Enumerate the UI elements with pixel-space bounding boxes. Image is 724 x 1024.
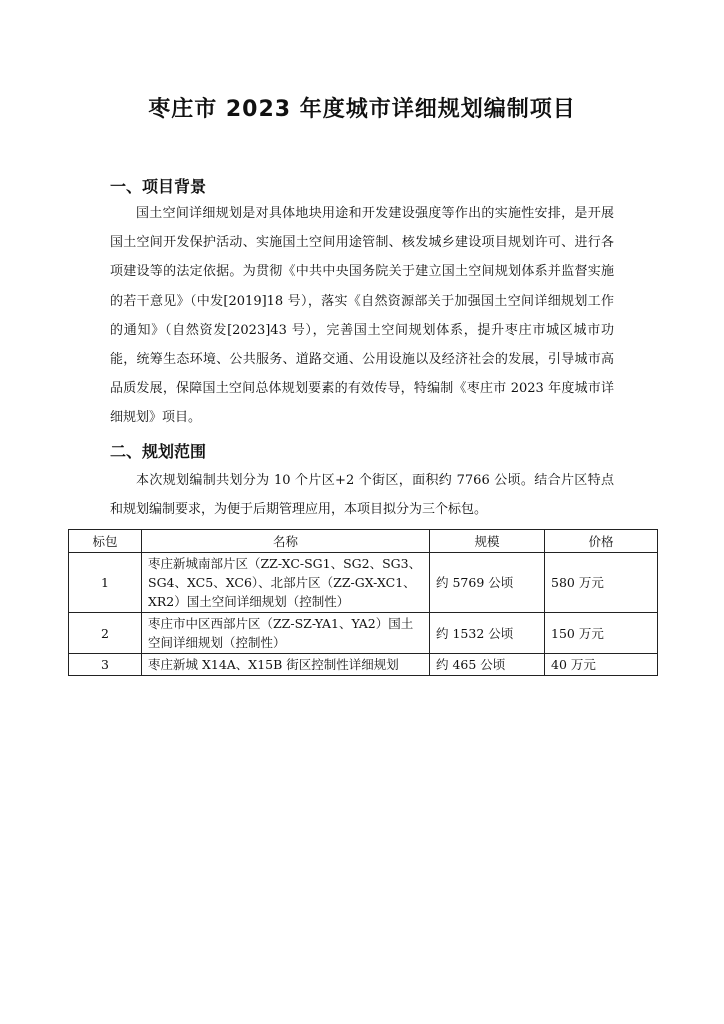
header-price: 价格 [545, 530, 658, 553]
background-paragraph: 国土空间详细规划是对具体地块用途和开发建设强度等作出的实施性安排，是开展国土空间开发保护活动、实施国土空间用途管制、核发城乡建设项目规划许可、进行各项建设等的法定依据。为贯彻《中共中央国务院关于建立国土空间规划体系并监督实施的若干意见》（中发[2019]18 号），落实《自然资源部关于加强国土空间详细规划工作的通知》（自然资发[2023]43 号），完善国土空间规划体系，提升枣庄市城区城市功能，统筹生态环境、公共服务、道路交通、公用设施以及经济社会的发展，引导城市高品质发展，保障国土空间总体规划要素的有效传导，特编制《枣庄市 2023 年度城市详细规划》项目。 [110, 206, 614, 426]
package-scale: 约 465 公顷 [430, 654, 545, 676]
section-heading-scope: 二、规划范围 [110, 442, 207, 461]
package-price: 40 万元 [545, 654, 658, 676]
package-id: 1 [69, 553, 142, 613]
table-header-row [69, 530, 658, 553]
package-price: 580 万元 [545, 553, 658, 613]
package-table [68, 529, 658, 676]
package-scale: 约 1532 公顷 [430, 613, 545, 654]
page-title: 枣庄市 2023 年度城市详细规划编制项目 [148, 97, 576, 122]
table-row [69, 613, 658, 654]
table-row [69, 654, 658, 676]
header-name: 名称 [142, 530, 430, 553]
table-row [69, 553, 658, 613]
header-package: 标包 [69, 530, 142, 553]
package-name: 枣庄新城 X14A、X15B 街区控制性详细规划 [142, 654, 430, 676]
package-price: 150 万元 [545, 613, 658, 654]
package-name: 枣庄新城南部片区（ZZ-XC-SG1、SG2、SG3、SG4、XC5、XC6）、北部片区（ZZ-GX-XC1、XR2）国土空间详细规划（控制性） [142, 553, 430, 613]
package-id: 2 [69, 613, 142, 654]
header-scale: 规模 [430, 530, 545, 553]
package-scale: 约 5769 公顷 [430, 553, 545, 613]
package-id: 3 [69, 654, 142, 676]
package-name: 枣庄市中区西部片区（ZZ-SZ-YA1、YA2）国土空间详细规划（控制性） [142, 613, 430, 654]
scope-paragraph: 本次规划编制共划分为 10 个片区+2 个街区，面积约 7766 公顷。结合片区特点和规划编制要求，为便于后期管理应用，本项目拟分为三个标包。 [110, 473, 614, 518]
section-heading-background: 一、项目背景 [110, 177, 207, 196]
